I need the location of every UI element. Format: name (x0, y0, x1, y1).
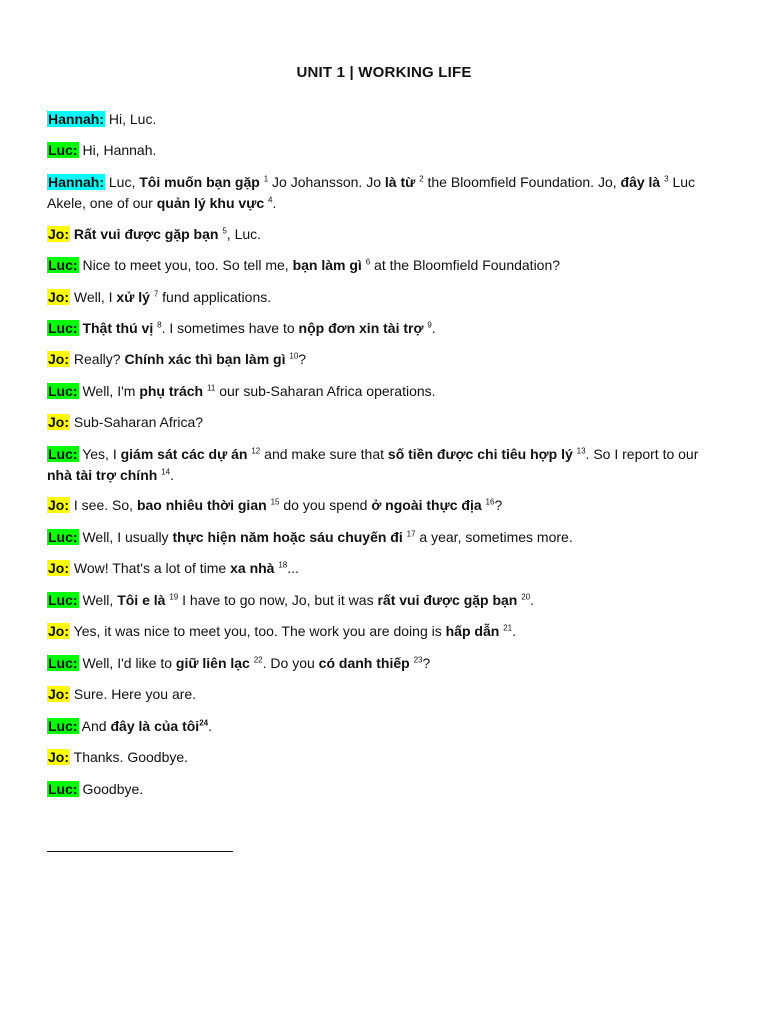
vocab-term: nộp đơn xin tài trợ (298, 320, 424, 336)
footnote-ref: 11 (207, 383, 216, 393)
vocab-term: giám sát các dự án (120, 446, 248, 462)
line-text: fund applications. (158, 289, 272, 305)
line-text: Thanks. Goodbye. (70, 749, 189, 765)
dialogue-line (47, 747, 727, 768)
vocab-term: nhà tài trợ chính (47, 467, 158, 483)
vocab-term: hấp dẫn (445, 623, 500, 639)
line-text: . I sometimes have to (161, 320, 299, 336)
speaker-jo: Jo: (48, 497, 69, 513)
footnote-ref: 8 (157, 320, 162, 330)
vocab-term: số tiền được chi tiêu hợp lý (387, 446, 573, 462)
dialogue-line (47, 653, 727, 674)
line-text: Sure. Here you are. (70, 686, 197, 702)
dialogue-line (47, 224, 727, 245)
dialogue-line (47, 558, 727, 579)
page-title: UNIT 1 | WORKING LIFE (296, 64, 472, 81)
vocab-term: đây là (620, 174, 661, 190)
footnote-ref: 9 (427, 320, 432, 330)
vocab-term: rất vui được gặp bạn (377, 592, 518, 608)
line-text: Sub-Saharan Africa? (70, 414, 204, 430)
line-text: Jo Johansson. Jo (268, 174, 385, 190)
speaker-hannah: Hannah: (48, 174, 104, 190)
line-text: and make sure that (260, 446, 388, 462)
line-text: And (78, 718, 111, 734)
footnote-ref: 20 (521, 592, 531, 602)
line-text: . (208, 718, 212, 734)
line-text: Well, I'm (78, 383, 140, 399)
speaker-luc: Luc: (48, 320, 78, 336)
line-text: at the Bloomfield Foundation? (370, 257, 561, 273)
dialogue-line (47, 495, 727, 516)
footnote-ref: 21 (503, 623, 513, 633)
vocab-term: thực hiện năm hoặc sáu chuyến đi (172, 529, 403, 545)
footnote-ref: 5 (222, 226, 227, 236)
speaker-jo: Jo: (48, 289, 69, 305)
speaker-jo: Jo: (48, 414, 69, 430)
line-text: Well, I'd like to (78, 655, 176, 671)
vocab-term: Tôi muốn bạn gặp (139, 174, 260, 190)
line-text: Hi, Hannah. (78, 142, 157, 158)
speaker-jo: Jo: (48, 560, 69, 576)
line-text: Really? (70, 351, 125, 367)
speaker-jo: Jo: (48, 226, 69, 242)
dialogue-line (47, 590, 727, 611)
footnote-ref: 12 (251, 446, 261, 456)
footnote-ref: 16 (485, 497, 495, 507)
speaker-jo: Jo: (48, 623, 69, 639)
vocab-term: xa nhà (230, 560, 275, 576)
vocab-term: đây là của tôi (110, 718, 200, 734)
footnote-ref: 7 (153, 289, 159, 299)
line-text: Luc, (105, 174, 140, 190)
vocab-term: giữ liên lạc (175, 655, 250, 671)
line-text: I have to go now, Jo, but it was (178, 592, 378, 608)
speaker-jo: Jo: (48, 351, 69, 367)
line-text: our sub-Saharan Africa operations. (215, 383, 436, 399)
line-text: Well, I usually (78, 529, 173, 545)
line-text: . So I report to our (585, 446, 699, 462)
dialogue-line (47, 140, 727, 161)
line-text: ? (494, 497, 503, 513)
footnote-ref: 3 (664, 174, 669, 184)
speaker-jo: Jo: (48, 749, 69, 765)
line-text: Well, I (70, 289, 117, 305)
footnote-ref: 15 (270, 497, 280, 507)
line-text: a year, sometimes more. (415, 529, 573, 545)
speaker-luc: Luc: (48, 383, 78, 399)
dialogue-line (47, 527, 727, 548)
footnote-ref: 18 (278, 560, 288, 570)
footnote-ref: 10 (289, 351, 299, 361)
dialogue-line (47, 684, 727, 705)
line-text: ... (287, 560, 299, 576)
footnote-ref: 24 (199, 718, 209, 728)
speaker-hannah: Hannah: (48, 111, 104, 127)
footnote-ref: 4 (268, 195, 273, 205)
vocab-term: là từ (384, 174, 416, 190)
line-text: . (530, 592, 535, 608)
footnote-ref: 22 (253, 655, 263, 665)
line-text: . (431, 320, 436, 336)
speaker-luc: Luc: (48, 781, 78, 797)
speaker-luc: Luc: (48, 592, 78, 608)
line-text: Wow! That's a lot of time (70, 560, 231, 576)
dialogue-line (47, 109, 727, 130)
footnote-ref: 14 (161, 467, 171, 477)
vocab-term: có danh thiếp (318, 655, 410, 671)
line-text: Goodbye. (78, 781, 144, 797)
vocab-term: Rất vui được gặp bạn (73, 226, 219, 242)
dialogue-line (47, 287, 727, 308)
speaker-jo: Jo: (48, 686, 69, 702)
line-text: , Luc. (226, 226, 262, 242)
speaker-luc: Luc: (48, 446, 78, 462)
footnote-ref: 19 (169, 592, 179, 602)
line-text: Nice to meet you, too. So tell me, (78, 257, 293, 273)
dialogue-line (47, 381, 727, 402)
speaker-luc: Luc: (48, 142, 78, 158)
line-text: Luc Akele, one of our (47, 174, 696, 211)
line-text: Yes, it was nice to meet you, too. The work you are doing is (70, 623, 446, 639)
footnote-ref: 17 (406, 529, 416, 539)
vocab-term: Thật thú vị (82, 320, 154, 336)
dialogue-line (47, 444, 727, 486)
line-text: do you spend (279, 497, 372, 513)
vocab-term: ở ngoài thực địa (371, 497, 482, 513)
dialogue-line (47, 779, 727, 800)
line-text: Hi, Luc. (105, 111, 157, 127)
speaker-luc: Luc: (48, 718, 78, 734)
footnote-ref: 23 (413, 655, 423, 665)
vocab-term: quản lý khu vực (156, 195, 265, 211)
footnote-ref: 1 (263, 174, 269, 184)
dialogue-line (47, 255, 727, 276)
dialogue-line (47, 716, 727, 737)
line-text: . (272, 195, 277, 211)
line-text: the Bloomfield Foundation. Jo, (423, 174, 621, 190)
line-text: . Do you (262, 655, 319, 671)
line-text: Well, (78, 592, 118, 608)
speaker-luc: Luc: (48, 529, 78, 545)
dialogue-line (47, 172, 727, 214)
footnote-ref: 6 (365, 257, 371, 267)
speaker-luc: Luc: (48, 655, 78, 671)
dialogue-line (47, 621, 727, 642)
line-text: ? (298, 351, 307, 367)
dialogue-line (47, 318, 727, 339)
line-text: Yes, I (78, 446, 121, 462)
vocab-term: Tôi e là (117, 592, 166, 608)
vocab-term: Chính xác thì bạn làm gì (124, 351, 286, 367)
line-text: . (170, 467, 174, 483)
vocab-term: xử lý (116, 289, 150, 305)
line-text: I see. So, (70, 497, 137, 513)
dialogue-line (47, 349, 727, 370)
footnote-ref: 2 (419, 174, 424, 184)
footnote-ref: 13 (576, 446, 586, 456)
dialogue-line (47, 412, 727, 433)
line-text: ? (422, 655, 431, 671)
speaker-luc: Luc: (48, 257, 78, 273)
line-text: . (512, 623, 516, 639)
footnote-separator (47, 851, 233, 852)
vocab-term: phụ trách (139, 383, 204, 399)
vocab-term: bao nhiêu thời gian (136, 497, 267, 513)
vocab-term: bạn làm gì (292, 257, 362, 273)
